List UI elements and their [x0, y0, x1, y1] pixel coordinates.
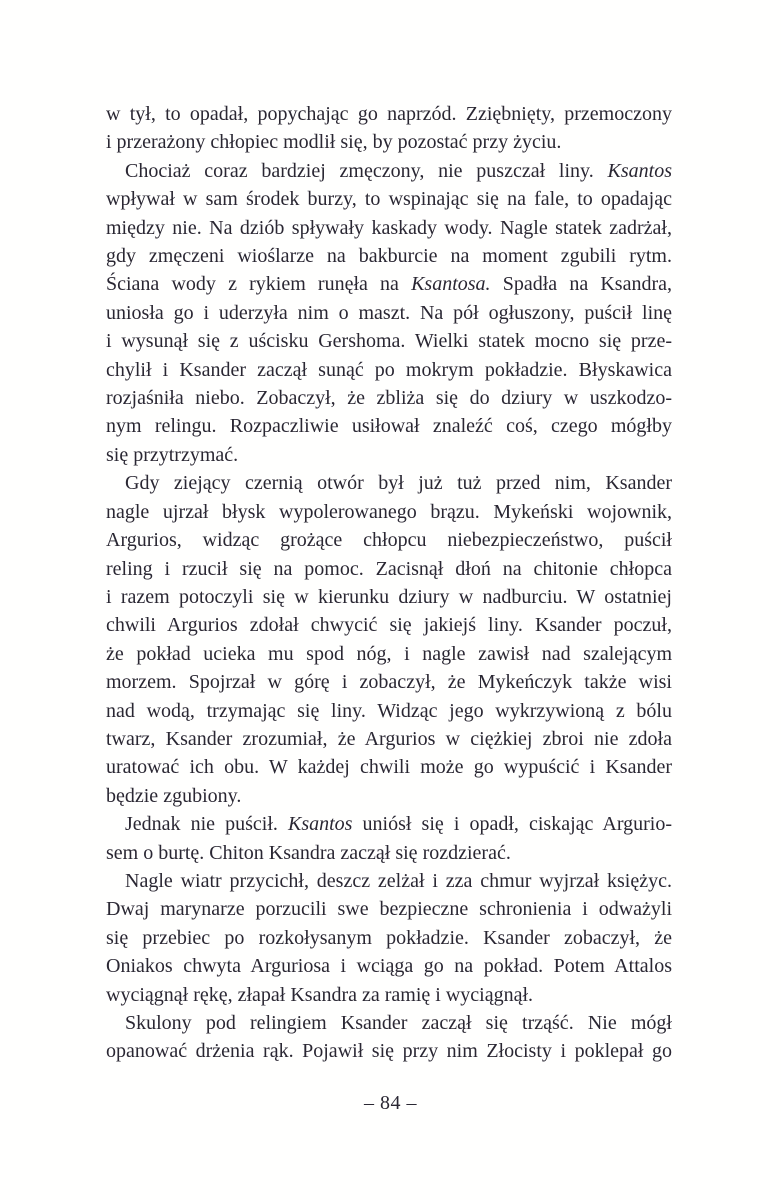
paragraph [106, 469, 672, 810]
text-line: będzie zgubiony. [106, 784, 242, 807]
text-line: i przerażony chłopiec modlił się, by pozostać przy życiu. [106, 131, 562, 154]
text-line: morzem. Spojrzał w górę i zobaczył, że Mykeńczyk także wisi [106, 671, 672, 694]
text-line: i wysunął się z uścisku Gershoma. Wielki statek mocno się prze- [106, 330, 672, 353]
ship-name-italic: Ksantos [288, 813, 353, 836]
text-line: w tył, to opadał, popychając go naprzód. Zziębnięty, przemoczony [106, 103, 672, 125]
text-line: wyciągnął rękę, złapał Ksandra za ramię i wyciągnął. [106, 983, 534, 1006]
text-line: nagle ujrzał błysk wypolerowanego brązu. Mykeński wojownik, [106, 500, 672, 523]
text-line: Oniakos chwyta Arguriosa i wciąga go na pokład. Potem Attalos [106, 955, 672, 978]
page-number: – 84 – [364, 1092, 417, 1114]
text-line: się przytrzymać. [106, 443, 239, 466]
text-line: chwili Argurios zdołał chwycić się jakiejś liny. Ksander poczuł, [106, 614, 672, 637]
text-line: nad wodą, trzymając się liny. Widząc jego wykrzywioną z bólu [106, 699, 672, 722]
paragraph [106, 810, 672, 867]
paragraph [106, 100, 672, 157]
text-line: nym relingu. Rozpaczliwie usiłował znaleźć coś, czego mógłby [106, 415, 672, 438]
text-line: Jednak nie puścił. Ksantos uniósł się i opadł, ciskając Argurio- [125, 813, 672, 836]
text-line: Dwaj marynarze porzucili swe bezpieczne schronienia i odważyli [106, 898, 672, 921]
text-line: uniosła go i uderzyła nim o maszt. Na pół ogłuszony, puścił linę [106, 301, 672, 324]
text-line: się przebiec po rozkołysanym pokładzie. Ksander zobaczył, że [106, 926, 672, 949]
text-line: opanować drżenia rąk. Pojawił się przy nim Złocisty i poklepał go [106, 1040, 672, 1063]
text-line: między nie. Na dziób spływały kaskady wody. Nagle statek zadrżał, [106, 216, 672, 239]
text-line: uratować ich obu. W każdej chwili może go wypuścić i Ksander [106, 756, 672, 779]
paragraph [106, 867, 672, 1009]
page-text [106, 100, 672, 1066]
text-line: sem o burtę. Chiton Ksandra zaczął się rozdzierać. [106, 841, 511, 864]
ship-name-italic: Ksantosa. [411, 273, 491, 296]
text-line: i razem potoczyli się w kierunku dziury w nadburciu. W ostatniej [106, 585, 672, 608]
text-line: że pokład ucieka mu spod nóg, i nagle zawisł nad szalejącym [106, 642, 672, 665]
text-line: reling i rzucił się na pomoc. Zacisnął dłoń na chitonie chłopca [106, 557, 672, 580]
text-line: Gdy ziejący czernią otwór był już tuż przed nim, Ksander [125, 472, 672, 495]
text-line: rozjaśniła niebo. Zobaczył, że zbliża się do dziury w uszkodzo- [106, 387, 672, 410]
text-line: gdy zmęczeni wioślarze na bakburcie na moment zgubili rytm. [106, 245, 672, 268]
text-line: chylił i Ksander zaczął sunąć po mokrym pokładzie. Błyskawica [106, 358, 672, 381]
text-line: twarz, Ksander zrozumiał, że Argurios w ciężkiej zbroi nie zdoła [106, 727, 672, 750]
text-line: Chociaż coraz bardziej zmęczony, nie puszczał liny. Ksantos [125, 159, 672, 182]
text-line: Skulony pod relingiem Ksander zaczął się trząść. Nie mógł [125, 1012, 672, 1034]
paragraph [106, 157, 672, 469]
text-line: Argurios, widząc grożące chłopcu niebezpieczeństwo, puścił [106, 529, 672, 552]
ship-name-italic: Ksantos [607, 159, 672, 182]
text-line: Ściana wody z rykiem runęła na Ksantosa. Spadła na Ksandra, [106, 273, 672, 296]
text-line: wpływał w sam środek burzy, to wspinając się na fale, to opadając [106, 188, 672, 211]
text-line: Nagle wiatr przycichł, deszcz zelżał i zza chmur wyjrzał księżyc. [125, 869, 672, 892]
paragraph [106, 1009, 672, 1066]
